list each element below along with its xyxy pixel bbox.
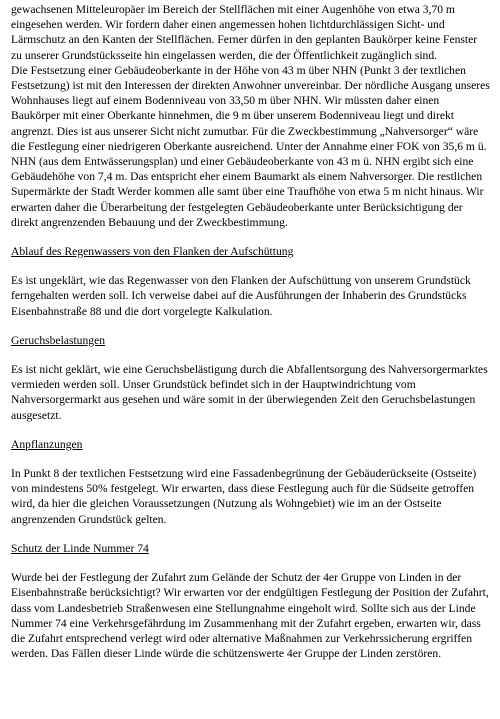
paragraph-linden-protection: Wurde bei der Festlegung der Zufahrt zum Gelände der Schutz der 4er Gruppe von Linden in der Eisenbahnstraße berücksichtigt? Wir erwarten vor der endgültigen Festlegung der Position der Zufahrt, dass vom Landesbetrieb Straßenwesen eine Stellungnahme eingeholt wird. Sollte sich aus der Linde Nummer 74 eine Verkehrsgefährdung im Zusammenhang mit der Zufahrt ergeben, erwarten wir, dass die Zufahrt entsprechend verlegt wird oder alternative Maßnahmen zur Verkehrssicherung ergriffen werden. Das Fällen dieser Linde würde die schützenswerte 4er Gruppe der Linden zerstören. (11, 571, 489, 661)
heading-linden-protection: Schutz der Linde Nummer 74 (11, 541, 149, 555)
paragraph-building-height: Die Festsetzung einer Gebäudeoberkante in der Höhe von 43 m über NHN (Punkt 3 der textlichen Festsetzung) ist mit den Interessen der direkten Anwohner unvereinbar. Der nördliche Ausgang unseres Wohnhauses liegt auf einem Bodenniveau von 33,50 m über NHN. Wir müssten daher einen Baukörper mit einer Oberkante hinnehmen, die 9 m über unserem Bodenniveau liegt und direkt angrenzt. Dies ist aus unserer Sicht nicht zumutbar. Für die Zweckbestimmung „Nahversorger“ wäre die Festlegung einer niedrigeren Oberkante ausreichend. Unter der Annahme einer FOK von 35,6 m ü. NHN (aus dem Entwässerungsplan) und einer Gebäudeoberkante von 43 m ü. NHN ergibt sich eine Gebäudehöhe von 7,4 m. Das entspricht eher einem Baumarkt als einem Nahversorger. Die restlichen Supermärkte der Stadt Werder kommen alle samt über eine Traufhöhe von etwa 5 m nicht hinaus. Wir erwarten daher die Überarbeitung der festgelegten Gebäudeoberkante unter Berücksichtigung der direkt angrenzenden Bebauung und der Zweckbestimmung. (11, 63, 490, 229)
heading-planting: Anpflanzungen (11, 437, 83, 451)
heading-odor: Geruchsbelastungen (11, 333, 106, 347)
paragraph-odor: Es ist nicht geklärt, wie eine Geruchsbelästigung durch die Abfallentsorgung des Nahversorgermarktes vermieden werden soll. Unser Grundstück befindet sich in der Hauptwindrichtung vom Nahversorgermarkt aus gesehen und wäre somit in der überwiegenden Zeit den Geruchsbelastungen ausgesetzt. (11, 363, 488, 422)
paragraph-planting: In Punkt 8 der textlichen Festsetzung wird eine Fassadenbegrünung der Gebäuderückseite (Ostseite) von mindestens 50% festgelegt. Wir erwarten, dass diese Festlegung auch für die Südseite getroffen wird, da hier die gleichen Voraussetzungen (Nutzung als Wohngebiet) wie im an der Ostseite angrenzenden Grundstück gelten. (11, 467, 477, 526)
heading-rainwater: Ablauf des Regenwassers von den Flanken der Aufschüttung (11, 245, 294, 259)
paragraph-privacy: gewachsenen Mitteleuropäer im Bereich der Stellflächen mit einer Augenhöhe von etwa 3,70 m eingesehen werden. Wir fordern daher einen angemessen hohen lichtdurchlässigen Sicht- und Lärmschutz an den Kanten der Stellflächen. Ferner dürfen in den geplanten Baukörper keine Fenster zu unserer Grundstücksseite hin eingelassen werden, die der Öffentlichkeit zugänglich sind. (11, 3, 478, 62)
paragraph-rainwater: Es ist ungeklärt, wie das Regenwasser von den Flanken der Aufschüttung von unserem Grundstück ferngehalten werden soll. Ich verweise dabei auf die Ausführungen der Inhaberin des Grundstücks Eisenbahnstraße 88 und die dort vorgelegte Kalkulation. (11, 274, 471, 318)
